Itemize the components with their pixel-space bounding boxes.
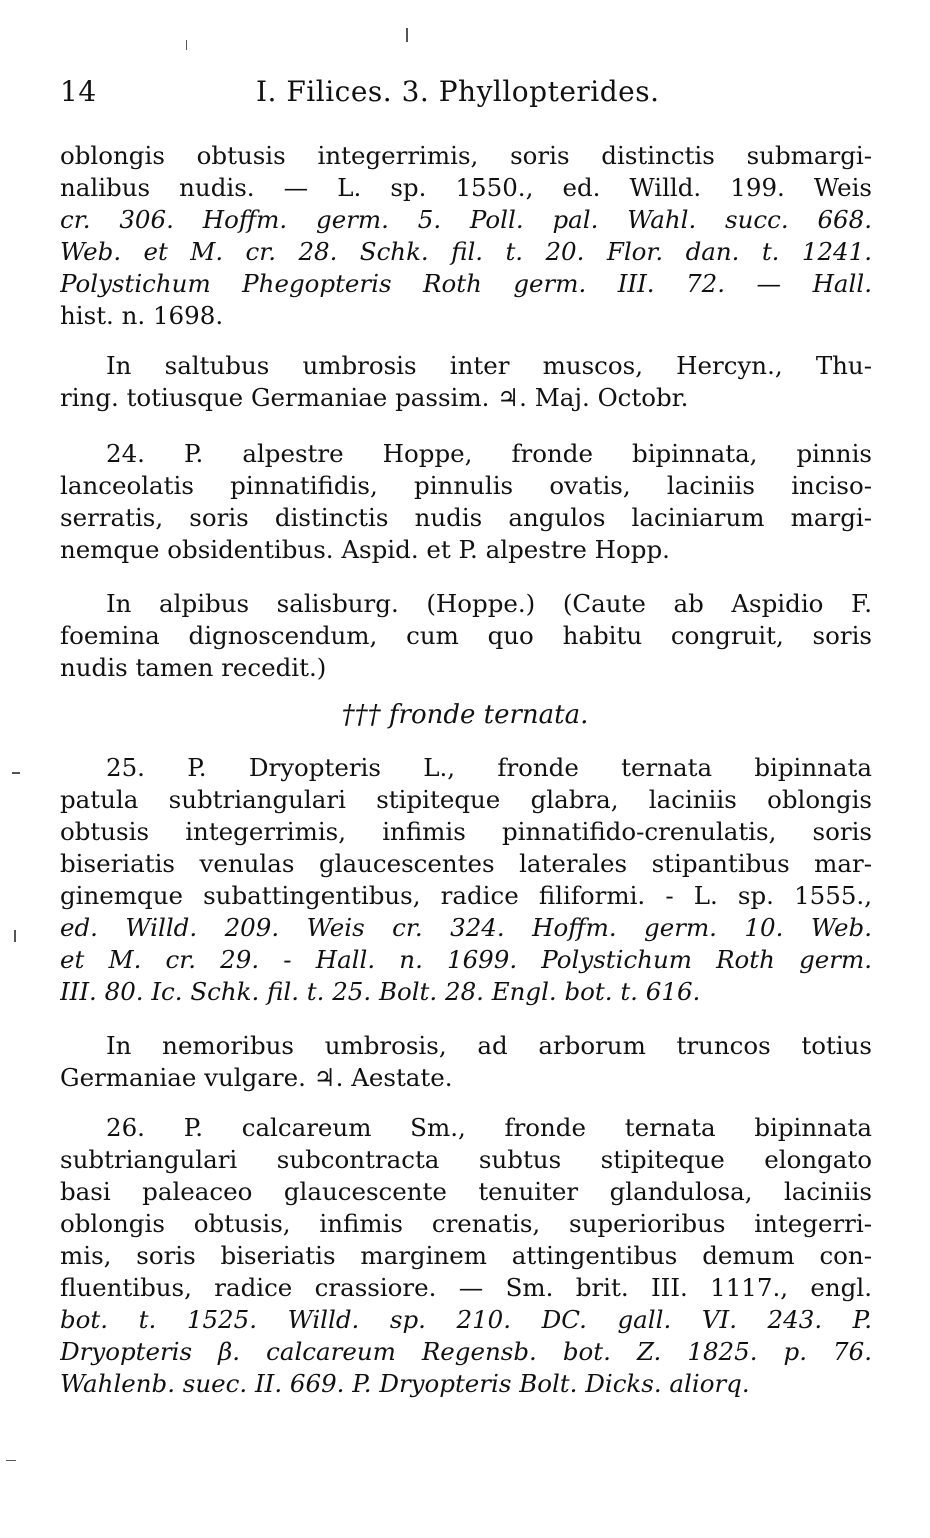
paragraph-species-26-calcareum (60, 1112, 872, 1400)
scan-mark (406, 28, 408, 42)
text-line: cr. 306. Hoffm. germ. 5. Poll. pal. Wahl. succ. 668. (60, 205, 872, 234)
paragraph-habitat-dryopteris (60, 1030, 872, 1094)
text-line: lanceolatis pinnatifidis, pinnulis ovatis, laciniis inciso- (60, 471, 872, 500)
scan-mark (14, 930, 16, 942)
scan-mark (186, 40, 187, 50)
text-line: obtusis integerrimis, infimis pinnatifido-crenulatis, soris (60, 817, 872, 846)
text-line: In alpibus salisburg. (Hoppe.) (Caute ab Aspidio F. (106, 589, 872, 618)
text-line: fluentibus, radice crassiore. — Sm. brit. III. 1117., engl. (60, 1273, 872, 1302)
paragraph-phegopteris-description (60, 140, 872, 332)
text-line: et M. cr. 29. - Hall. n. 1699. Polystichum Roth germ. (60, 945, 872, 974)
text-line: nalibus nudis. — L. sp. 1550., ed. Willd. 199. Weis (60, 173, 872, 202)
paragraph-species-24-alpestre (60, 438, 872, 566)
paragraph-habitat-phegopteris (60, 350, 872, 414)
section-heading: ††† fronde ternata. (341, 700, 589, 730)
text-line: nudis tamen recedit.) (60, 653, 327, 682)
text-line: mis, soris biseriatis marginem attingentibus demum con- (60, 1241, 872, 1270)
text-line: ring. totiusque Germaniae passim. ♃. Maj. Octobr. (60, 383, 689, 412)
text-line: In saltubus umbrosis inter muscos, Hercyn., Thu- (106, 351, 872, 380)
paragraph-habitat-alpestre (60, 588, 872, 684)
text-line: bot. t. 1525. Willd. sp. 210. DC. gall. VI. 243. P. (60, 1305, 872, 1334)
text-line: hist. n. 1698. (60, 301, 224, 330)
running-header (60, 75, 880, 115)
text-line: nemque obsidentibus. Aspid. et P. alpestre Hopp. (60, 535, 670, 564)
text-line: foemina dignoscendum, cum quo habitu congruit, soris (60, 621, 872, 650)
text-line: 24. P. alpestre Hoppe, fronde bipinnata, pinnis (106, 439, 872, 468)
text-line: oblongis obtusis, infimis crenatis, superioribus integerri- (60, 1209, 872, 1238)
text-line: Wahlenb. suec. II. 669. P. Dryopteris Bolt. Dicks. aliorq. (60, 1369, 750, 1398)
page-number: 14 (60, 75, 97, 108)
text-line: 26. P. calcareum Sm., fronde ternata bipinnata (106, 1113, 872, 1142)
text-line: Dryopteris β. calcareum Regensb. bot. Z. 1825. p. 76. (60, 1337, 872, 1366)
text-line: Germaniae vulgare. ♃. Aestate. (60, 1063, 453, 1092)
running-title: I. Filices. 3. Phyllopterides. (256, 75, 660, 108)
text-line: Web. et M. cr. 28. Schk. fil. t. 20. Flor. dan. t. 1241. (60, 237, 872, 266)
text-line: serratis, soris distinctis nudis angulos laciniarum margi- (60, 503, 872, 532)
paragraph-species-25-dryopteris (60, 752, 872, 1008)
text-line: ed. Willd. 209. Weis cr. 324. Hoffm. germ. 10. Web. (60, 913, 872, 942)
text-line: subtriangulari subcontracta subtus stipiteque elongato (60, 1145, 872, 1174)
text-line: oblongis obtusis integerrimis, soris distinctis submargi- (60, 141, 872, 170)
scan-mark (12, 772, 20, 774)
text-line: biseriatis venulas glaucescentes laterales stipantibus mar- (60, 849, 872, 878)
text-line: ginemque subattingentibus, radice filiformi. - L. sp. 1555., (60, 881, 872, 910)
text-line: patula subtriangulari stipiteque glabra, laciniis oblongis (60, 785, 872, 814)
text-line: Polystichum Phegopteris Roth germ. III. 72. — Hall. (60, 269, 872, 298)
text-line: In nemoribus umbrosis, ad arborum truncos totius (106, 1031, 872, 1060)
text-line: basi paleaceo glaucescente tenuiter glandulosa, laciniis (60, 1177, 872, 1206)
text-line: III. 80. Ic. Schk. fil. t. 25. Bolt. 28. Engl. bot. t. 616. (60, 977, 701, 1006)
text-line: 25. P. Dryopteris L., fronde ternata bipinnata (106, 753, 872, 782)
scan-mark (6, 1460, 16, 1461)
